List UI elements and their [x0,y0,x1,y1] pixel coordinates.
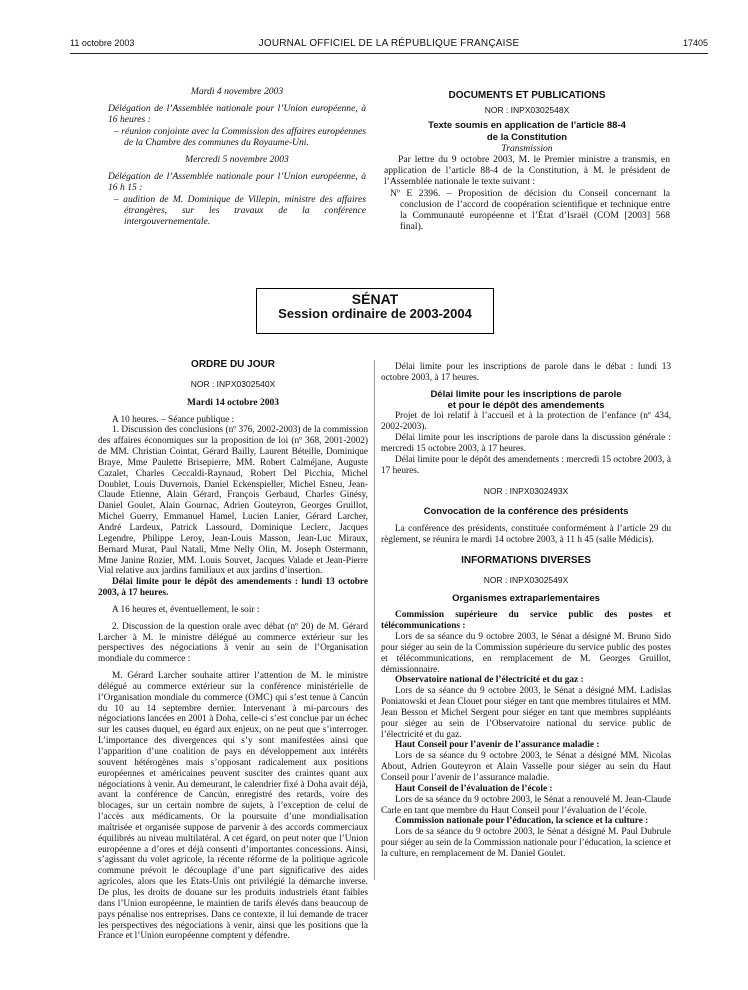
a-10-heures: A 10 heures. – Séance publique : [112,414,235,425]
org-postes-text: Lors de sa séance du 9 octobre 2003, le Sénat a désigné M. Bruno Sido pour siéger au sein de la Commission supérieure du service public des postes et télécommunications, en remplacement de M. Georges Gruillot, démissionnaire. [381,632,671,675]
a-16-heures: A 16 heures et, éventuellement, le soir : [112,604,260,615]
delegation-1-item: – réunion conjointe avec la Commission des affaires européennes de la Chambre des communes du Royaume-Uni. [114,125,366,148]
delai-parole-generale: Délai limite pour les inscriptions de parole dans la discussion générale : mercredi 15 octobre 2003, à 17 heures. [381,433,671,454]
org-electricite-title: Observatoire national de l’électricité et du gaz : [395,675,584,686]
nor-ordre: NOR : INPX0302540X [190,378,276,389]
nor-documents: NOR : INPX0302548X [484,105,570,116]
senat-banner [256,288,494,334]
right-column [381,362,671,860]
discussion-1: 1. Discussion des conclusions (nº 376, 2002-2003) de la commission des affaires économiques sur la proposition de loi (nº 368, 2001-2002) de MM. Christian Cointat, Gérard Bailly, Laurent Béteille, Dominique Braye, Mme Paulette Brisepierre, MM. Robert Calméjane, Auguste Cazalet, Charles Ceccaldi-Raynaud, Robert Del Picchia, Michel Doublet, Louis Duvernois, Daniel Eckenspieller, Michel Esneu, Jean-Claude Etienne, Alain Gérard, François Gerbaud, Charles Ginésy, Daniel Goulet, Alain Gournac, Adrien Gouteyron, Georges Gruillot, Michel Guerry, Emmanuel Hamel, Lucien Lanier, Gérard Larcher, André Lardeux, Patrick Lassourd, Dominique Leclerc, Jacques Legendre, Philippe Leroy, Jean-Louis Masson, Jean-Luc Miraux, Bernard Murat, Paul Natali, Mme Nelly Olin, M. Joseph Ostermann, Mme Janine Rozier, MM. Louis Souvet, Jacques Valade et Jean-Pierre Vial relative aux jardins familiaux et aux jardins d’insertion. [98,425,368,577]
page-header [70,38,708,52]
org-electricite-text: Lors de sa séance du 9 octobre 2003, le Sénat a désigné MM. Ladislas Poniatowski et Jean Clouet pour siéger en tant que membres titulaires et MM. Jean Besson et Michel Sergent pour siéger en tant que membres suppléants pour siéger au sein de l’Observatoire national du service public de l’électricité et du gaz. [381,686,671,740]
org-ecole-text: Lors de sa séance du 9 octobre 2003, le Sénat a renouvelé M. Jean-Claude Carle en tant que membre du Haut Conseil pour l’évaluation de l’école. [381,794,671,816]
top-right-column [384,90,670,232]
org-education-title: Commission nationale pour l’éducation, la science et la culture : [395,816,649,827]
date-5-novembre: Mercredi 5 novembre 2003 [185,154,289,166]
org-ecole-title: Haut Conseil de l’évaluation de l’école : [395,783,553,794]
delai-inscriptions-title-1: Délai limite pour les inscriptions de parole [430,388,622,400]
nor-informations: NOR : INPX0302549X [483,574,569,585]
transmission-label: Transmission [501,142,553,154]
delegation-2: Délégation de l’Assemblée nationale pour l’Union européenne, à 16 h 15 : [108,171,366,194]
header-rule [70,53,708,54]
org-assurance-title: Haut Conseil pour l’avenir de l’assurance maladie : [395,740,600,751]
projet-loi-enfance: Projet de loi relatif à l’accueil et à la protection de l’enfance (nº 434, 2002-2003). [381,411,671,433]
documents-title: DOCUMENTS ET PUBLICATIONS [448,90,606,101]
delai-amendements-2: Délai limite pour le dépôt des amendements : mercredi 15 octobre 2003, à 17 heures. [381,454,671,476]
texte-soumis-title-1: Texte soumis en application de l’article 88-4 [428,120,626,132]
texte-soumis-title-2: de la Constitution [486,131,568,143]
question-larcher: M. Gérard Larcher souhaite attirer l’attention de M. le ministre délégué au commerce extérieur sur la conférence ministérielle de l’Organisation mondiale du commerce (OMC) qui s’est tenue à Cancún du 10 au 14 septembre dernier. Intervenant à mi-parcours des négociations lancées en 2001 à Doha, celle-ci s’est conclue par un échec sur les causes duquel, eu égard aux enjeux, on ne peut que s’interroger. L’importance des divergences qui s’y sont manifestées ainsi que l’apparition d’une coalition de pays en développement aux intérêts souvent hétérogènes mais s’opposant radicalement aux positions européennes et américaines peuvent susciter des craintes quant aux négociations à venir. Au demeurant, le calendrier fixé à Doha avait déjà, avant la conférence de Cancún, enregistré des retards, voire des blocages, sur un certain nombre de sujets, à l’exception de celui de l’accès aux médicaments. Or la poursuite d’une mondialisation maîtrisée et organisée suppose de parvenir à des accords commerciaux équilibrés au niveau multilatéral. A cet égard, on peut noter que l’Union européenne a d’ores et déjà consenti d’importantes concessions. Ainsi, s’agissant du volet agricole, la récente réforme de la politique agricole commune prévoit le découplage d’une part significative des aides agricoles, alors que les Etats-Unis ont privilégié la démarche inverse. De plus, les droits de douane sur les produits industriels étant faibles dans l’Union européenne, le maintien de tarifs élevés dans beaucoup de pays pénalise nos entreprises. Dans ce contexte, il lui demande de tracer les perspectives des négociations à venir, ainsi que les positions que la France et l’Union européenne comptent y défendre. [98,671,368,942]
delai-inscriptions-title-2: et pour le dépôt des amendements [447,399,605,411]
ordre-du-jour-title: ORDRE DU JOUR [191,359,275,370]
banner-session: Session ordinaire de 2003-2004 [278,306,472,322]
organismes-title: Organismes extraparlementaires [452,592,600,604]
org-education-text: Lors de sa séance du 9 octobre 2003, le Sénat a désigné M. Paul Dubrule pour siéger au sein de la Commission nationale pour l’éducation, la science et la culture, en remplacement de M. Daniel Goulet. [381,827,671,859]
ordre-du-jour-column [98,360,368,942]
convocation-title: Convocation de la conférence des présidents [423,506,629,518]
delegation-1: Délégation de l’Assemblée nationale pour l’Union européenne, à 16 heures : [108,103,366,126]
journal-title: JOURNAL OFFICIEL DE LA RÉPUBLIQUE FRANÇAISE [258,38,520,49]
delai-amendements-1: Délai limite pour le dépôt des amendements : lundi 13 octobre 2003, à 17 heures. [98,577,368,599]
org-postes-title: Commission supérieure du service public des postes et télécommunications : [381,610,671,632]
delegation-2-item: – audition de M. Dominique de Villepin, ministre des affaires étrangères, sur les travaux de la conférence intergouvernementale. [114,193,366,228]
org-assurance-text: Lors de sa séance du 9 octobre 2003, le Sénat a désigné MM. Nicolas About, Adrien Gouteyron et Alain Vasselle pour siéger au sein du Haut Conseil pour l’avenir de l’assurance maladie. [381,751,671,783]
nor-convocation: NOR : INPX0302493X [483,486,569,497]
date-4-novembre: Mardi 4 novembre 2003 [190,86,284,97]
banner-senat: SÉNAT [351,291,399,307]
date-mardi-14: Mardi 14 octobre 2003 [187,397,279,408]
page-number: 17405 [682,38,708,48]
discussion-2: 2. Discussion de la question orale avec débat (nº 20) de M. Gérard Larcher à M. le ministre délégué au commerce extérieur sur les perspectives des négociations à venir au sein de l’Organisation mondiale du commerce : [98,621,368,665]
convocation-paragraph: La conférence des présidents, constituée conformément à l’article 29 du règlement, se réunira le mardi 14 octobre 2003, à 11 h 45 (salle Médicis). [381,524,671,545]
document-e2396: Nº E 2396. – Proposition de décision du Conseil concernant la conclusion de l’accord de coopération scientifique et technique entre la Communauté européenne et l’État d’Israël (COM [2003] 568 final). [390,187,670,233]
header-date: 11 octobre 2003 [70,38,135,48]
column-divider [374,360,375,880]
informations-diverses-title: INFORMATIONS DIVERSES [461,554,591,566]
transmission-paragraph: Par lettre du 9 octobre 2003, M. le Premier ministre a transmis, en application de l’article 88-4 de la Constitution, à M. le président de l’Assemblée nationale le texte suivant : [384,154,670,188]
delai-parole-debat: Délai limite pour les inscriptions de parole dans le débat : lundi 13 octobre 2003, à 17 heures. [381,362,671,383]
top-left-column [108,86,366,227]
